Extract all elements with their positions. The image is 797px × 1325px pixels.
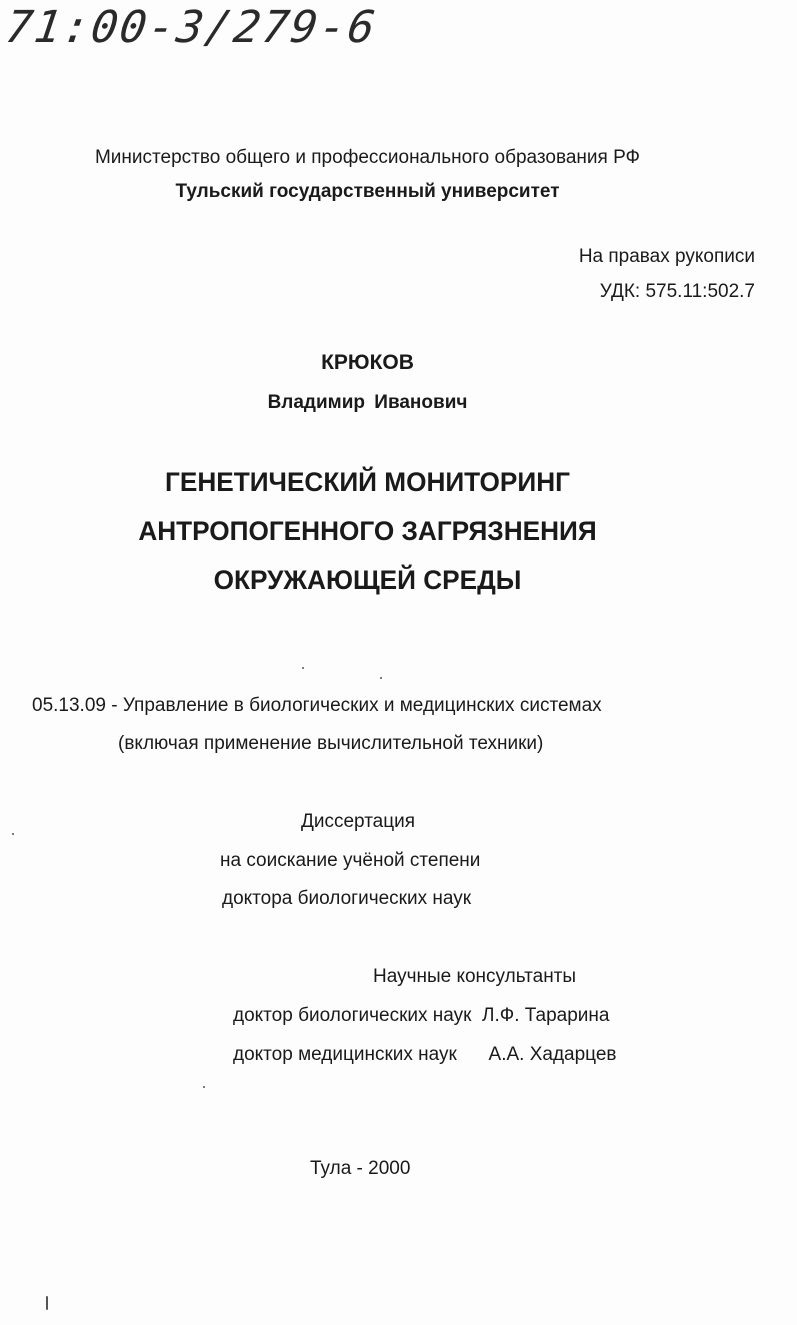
handwritten-catalog-number: 71:00-3/279-6	[2, 2, 380, 53]
dissertation-title-line-2: АНТРОПОГЕННОГО ЗАГРЯЗНЕНИЯ	[138, 516, 597, 546]
city-and-year: Тула - 2000	[310, 1158, 411, 1179]
dissertation-title-line-3: ОКРУЖАЮЩЕЙ СРЕДЫ	[213, 565, 522, 595]
consultant-1-name: Л.Ф. Тарарина	[482, 1005, 610, 1026]
degree-purpose: на соискание учёной степени	[220, 850, 481, 871]
specialty-code-line: 05.13.09 - Управление в биологических и медицинских системах	[32, 695, 602, 716]
ministry-name: Министерство общего и профессионального образования РФ	[94, 147, 640, 168]
consultants-heading: Научные консультанты	[373, 966, 577, 987]
scan-speck	[203, 1086, 205, 1088]
author-given-names: Владимир Иванович	[267, 392, 468, 413]
consultant-2-name: А.А. Хадарцев	[488, 1044, 617, 1065]
specialty-note-line: (включая применение вычислительной техники)	[118, 733, 544, 754]
dissertation-label: Диссертация	[301, 811, 416, 832]
consultant-2-degree: доктор медицинских наук	[233, 1044, 457, 1065]
scan-speck	[12, 833, 14, 835]
consultant-1-degree: доктор биологических наук	[233, 1005, 472, 1026]
consultant-1	[233, 1005, 609, 1027]
degree-name: доктора биологических наук	[222, 888, 472, 909]
scan-speck	[46, 1296, 48, 1310]
consultant-2	[233, 1044, 617, 1066]
university-name: Тульский государственный университет	[175, 181, 560, 202]
dissertation-title-line-1: ГЕНЕТИЧЕСКИЙ МОНИТОРИНГ	[165, 467, 570, 497]
udk-code: УДК: 575.11:502.7	[599, 281, 755, 302]
scan-speck	[302, 667, 304, 669]
author-surname: КРЮКОВ	[321, 351, 414, 374]
manuscript-rights: На правах рукописи	[578, 246, 755, 267]
scan-speck	[380, 677, 382, 679]
